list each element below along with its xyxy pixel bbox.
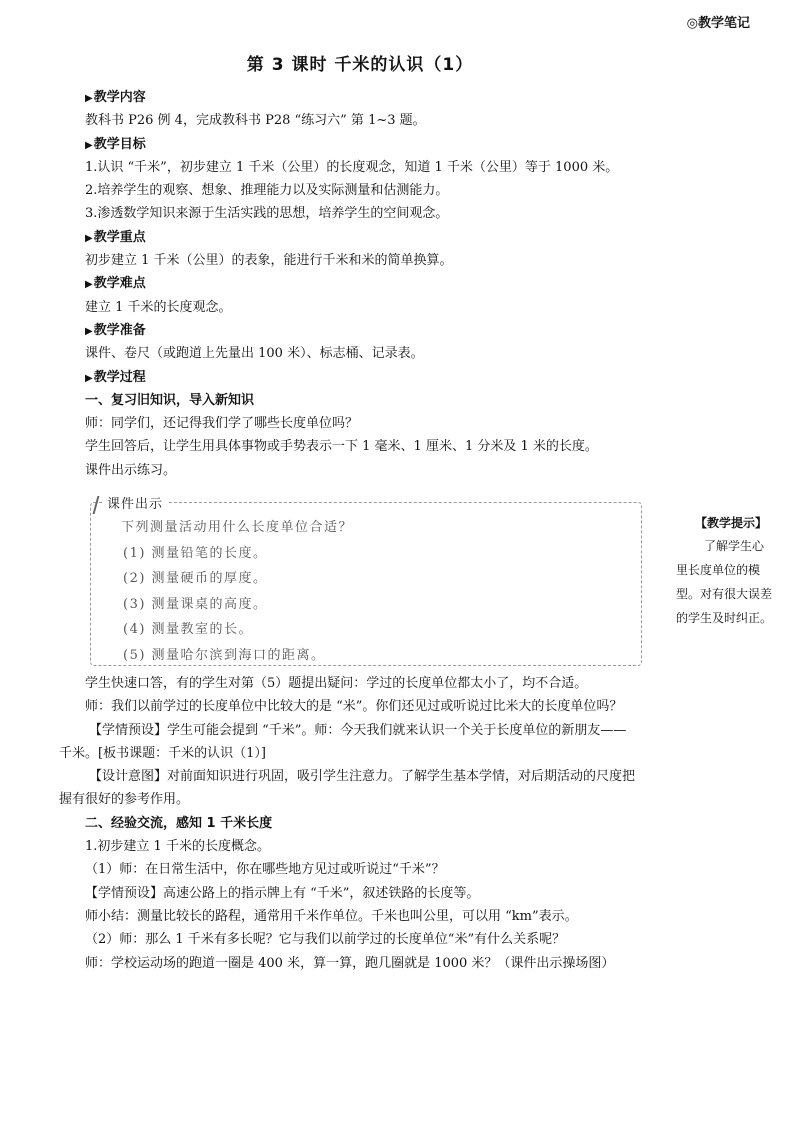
body-line: 师：我们以前学过的长度单位中比较大的是 “米”。你们还见过或听说过比米大的长度单位吗？ — [85, 699, 623, 715]
body-line: 千米。[板书课题：千米的认识（1）] — [59, 745, 266, 761]
goal-1: 1.认识 “千米”，初步建立 1 千米（公里）的长度观念，知道 1 千米（公里）等于 1000 米。 — [85, 159, 619, 175]
section-head-preparation: ▶教学准备 — [85, 322, 146, 338]
triangle-bullet-icon: ▶ — [85, 93, 93, 104]
content-text: 教科书 P26 例 4，完成教科书 P28 “练习六” 第 1~3 题。 — [85, 113, 426, 129]
courseware-question: 下列测量活动用什么长度单位合适？ — [121, 520, 354, 535]
section-head-goals: ▶教学目标 — [85, 136, 146, 152]
courseware-item: (4) 测量教室的长。 — [123, 622, 254, 637]
key-text: 初步建立 1 千米（公里）的表象，能进行千米和米的简单换算。 — [85, 253, 453, 269]
courseware-item: (2) 测量硬币的厚度。 — [123, 571, 268, 586]
body-line: 师小结：测量比较长的路程，通常用千米作单位。千米也叫公里，可以用 “km”表示。 — [85, 908, 578, 924]
lesson-body — [85, 86, 675, 482]
body-line: 1.初步建立 1 千米的长度概念。 — [85, 839, 270, 855]
preparation-text: 课件、卷尺（或跑道上先量出 100 米）、标志桶、记录表。 — [85, 346, 424, 362]
section-head-process: ▶教学过程 — [85, 369, 146, 385]
section-head-content: ▶教学内容 — [85, 90, 146, 105]
triangle-bullet-icon: ▶ — [85, 372, 93, 384]
body-line: 【学情预设】高速公路上的指示牌上有 “千米”，叙述铁路的长度等。 — [85, 885, 480, 901]
body-line: （2）师：那么 1 千米有多长呢？它与我们以前学过的长度单位“米”有什么关系呢？ — [85, 932, 566, 948]
section-head-key: ▶教学重点 — [85, 229, 146, 245]
teaching-tip-line: 里长度单位的模 — [676, 563, 761, 577]
body-line: 师：学校运动场的跑道一圈是 400 米，算一算，跑几圈就是 1000 米？（课件出示操场图） — [85, 955, 615, 971]
goal-2: 2.培养学生的观察、想象、推理能力以及实际测量和估测能力。 — [85, 183, 449, 199]
triangle-bullet-icon: ▶ — [85, 325, 93, 337]
body-line: （1）师：在日常生活中，你在哪些地方见过或听说过“千米”？ — [85, 862, 445, 878]
triangle-bullet-icon: ▶ — [85, 232, 93, 244]
watermark-label: ◎教学笔记 — [686, 16, 750, 31]
courseware-item: (5) 测量哈尔滨到海口的距离。 — [123, 647, 326, 663]
teaching-tip-sidebar — [676, 512, 786, 630]
teaching-tip-line: 的学生及时纠正。 — [676, 611, 773, 625]
page-title: 第 3 课时 千米的认识（1） — [246, 55, 474, 75]
courseware-label: 课件出示 — [103, 493, 167, 512]
body-line: 学生快速口答，有的学生对第（5）题提出疑问：学过的长度单位都太小了，均不合适。 — [85, 676, 588, 691]
body-line: 【学情预设】学生可能会提到 “千米”。师：今天我们就来认识一个关于长度单位的新朋友—— — [89, 722, 627, 738]
section-head-difficulty: ▶教学难点 — [85, 276, 146, 292]
triangle-bullet-icon: ▶ — [85, 279, 93, 291]
goal-3: 3.渗透数学知识来源于生活实践的思想，培养学生的空间观念。 — [85, 206, 449, 222]
teaching-tip-heading: 【教学提示】 — [694, 516, 767, 530]
triangle-bullet-icon: ▶ — [85, 139, 93, 151]
part-2-heading: 二、经验交流，感知 1 千米长度 — [85, 815, 273, 831]
lesson-body-continued — [59, 672, 685, 975]
body-line: 【设计意图】对前面知识进行巩固，吸引学生注意力。了解学生基本学情，对后期活动的尺度把 — [89, 769, 636, 785]
part-1-line: 师：同学们，还记得我们学了哪些长度单位吗？ — [85, 416, 359, 432]
body-line: 握有很好的参考作用。 — [59, 792, 190, 808]
courseware-item: (1) 测量铅笔的长度。 — [123, 545, 268, 561]
teaching-tip-line: 了解学生心 — [704, 539, 765, 553]
courseware-box — [90, 497, 642, 666]
teaching-tip-line: 型。对有很大误差 — [676, 587, 773, 601]
part-1-line: 学生回答后，让学生用具体事物或手势表示一下 1 毫米、1 厘米、1 分米及 1 米的长度。 — [85, 439, 598, 455]
part-1-heading: 一、复习旧知识，导入新知识 — [85, 392, 255, 408]
courseware-body — [121, 515, 353, 668]
difficulty-text: 建立 1 千米的长度观念。 — [85, 299, 232, 315]
part-1-line: 课件出示练习。 — [85, 462, 177, 478]
courseware-item: (3) 测量课桌的高度。 — [123, 596, 268, 612]
